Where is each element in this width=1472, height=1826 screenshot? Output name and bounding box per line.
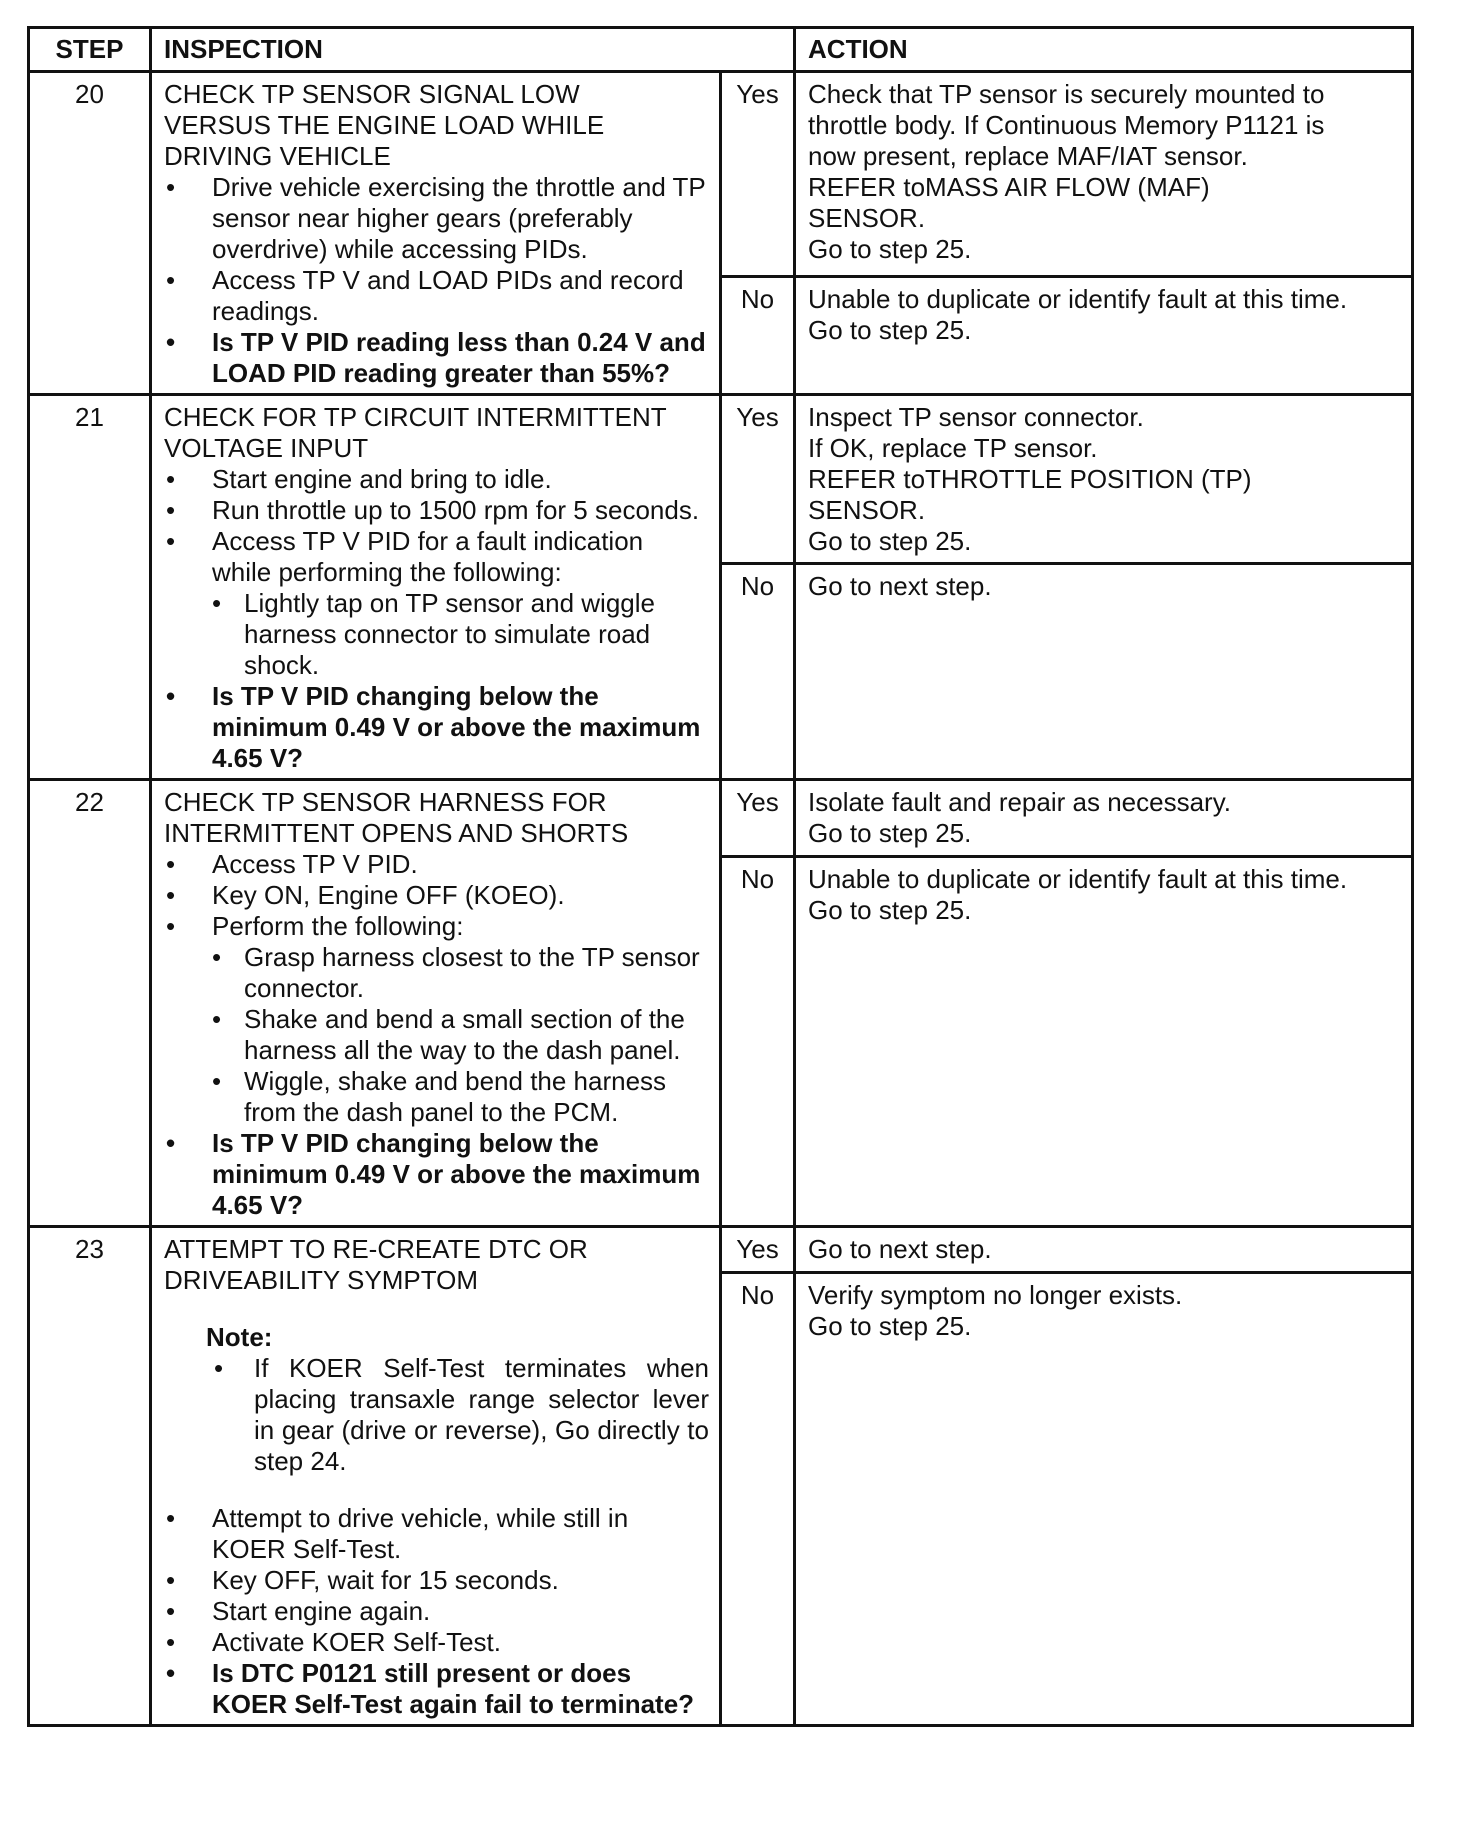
list-item: • Start engine again.	[164, 1596, 709, 1627]
yes-label: Yes	[721, 72, 795, 277]
step-header: STEP	[29, 28, 151, 72]
yes-action: Isolate fault and repair as necessary. Go to step 25.	[795, 780, 1413, 857]
yes-label: Yes	[721, 1227, 795, 1273]
step-20-yes-row	[29, 72, 1413, 277]
sub-list-item: • Lightly tap on TP sensor and wiggle harness connector to simulate road shock.	[212, 588, 709, 681]
inspection-question: • Is TP V PID changing below the minimum 0.49 V or above the maximum 4.65 V?	[164, 681, 709, 774]
no-action: Go to next step.	[795, 564, 1413, 780]
sub-list-item: • Wiggle, shake and bend the harness from the dash panel to the PCM.	[212, 1066, 709, 1128]
sub-list-item: • Shake and bend a small section of the harness all the way to the dash panel.	[212, 1004, 709, 1066]
step-20-inspection	[151, 72, 721, 395]
step-title: CHECK TP SENSOR SIGNAL LOW VERSUS THE ENGINE LOAD WHILE DRIVING VEHICLE	[164, 79, 605, 171]
step-number: 22	[29, 780, 151, 1227]
inspection-header: INSPECTION	[151, 28, 795, 72]
inspection-bullets	[164, 464, 709, 774]
step-22-yes-row	[29, 780, 1413, 857]
note-block	[206, 1322, 709, 1477]
note-label: Note:	[206, 1322, 273, 1352]
inspection-question: • Is TP V PID changing below the minimum 0.49 V or above the maximum 4.65 V?	[164, 1128, 709, 1221]
step-22-inspection	[151, 780, 721, 1227]
list-item: • Key OFF, wait for 15 seconds.	[164, 1565, 709, 1596]
sub-bullets	[212, 942, 709, 1128]
no-label: No	[721, 857, 795, 1227]
yes-action: Go to next step.	[795, 1227, 1413, 1273]
inspection-question: • Is TP V PID reading less than 0.24 V and LOAD PID reading greater than 55%?	[164, 327, 709, 389]
list-item: • Attempt to drive vehicle, while still in KOER Self-Test.	[164, 1503, 709, 1565]
inspection-bullets	[164, 1503, 709, 1720]
step-number: 20	[29, 72, 151, 395]
step-title: CHECK FOR TP CIRCUIT INTERMITTENT VOLTAGE INPUT	[164, 402, 667, 463]
step-21-yes-row	[29, 395, 1413, 564]
yes-action: Inspect TP sensor connector. If OK, replace TP sensor. REFER toTHROTTLE POSITION (TP) SENSOR. Go to step 25.	[795, 395, 1413, 564]
sub-list-item: • Grasp harness closest to the TP sensor connector.	[212, 942, 709, 1004]
list-item: • Run throttle up to 1500 rpm for 5 seconds.	[164, 495, 709, 526]
list-item: • Perform the following: • Grasp harness closest to the TP sensor connector. • Shake and bend a small section of the harness all the way to the dash panel. • Wiggle, shake and bend the harness from the dash panel to the PCM.	[164, 911, 709, 1128]
yes-action: Check that TP sensor is securely mounted to throttle body. If Continuous Memory P1121 is now present, replace MAF/IAT sensor. REFER toMASS AIR FLOW (MAF) SENSOR. Go to step 25.	[795, 72, 1413, 277]
inspection-question: • Is DTC P0121 still present or does KOER Self-Test again fail to terminate?	[164, 1658, 709, 1720]
step-number: 23	[29, 1227, 151, 1726]
no-action: Unable to duplicate or identify fault at this time. Go to step 25.	[795, 277, 1413, 395]
yes-label: Yes	[721, 780, 795, 857]
step-title: CHECK TP SENSOR HARNESS FOR INTERMITTENT OPENS AND SHORTS	[164, 787, 629, 848]
inspection-bullets	[164, 172, 709, 389]
note-text: • If KOER Self-Test terminates when placing transaxle range selector lever in gear (drive or reverse), Go directly to step 24.	[206, 1353, 709, 1477]
step-number: 21	[29, 395, 151, 780]
step-title: ATTEMPT TO RE-CREATE DTC OR DRIVEABILITY SYMPTOM	[164, 1234, 588, 1295]
sub-bullets	[212, 588, 709, 681]
step-23-yes-row	[29, 1227, 1413, 1273]
list-item: • Access TP V and LOAD PIDs and record readings.	[164, 265, 709, 327]
no-label: No	[721, 1273, 795, 1726]
list-item: • Access TP V PID for a fault indication while performing the following: • Lightly tap on TP sensor and wiggle harness connector to simulate road shock.	[164, 526, 709, 681]
list-item: • Key ON, Engine OFF (KOEO).	[164, 880, 709, 911]
no-action: Unable to duplicate or identify fault at this time. Go to step 25.	[795, 857, 1413, 1227]
no-label: No	[721, 277, 795, 395]
yes-label: Yes	[721, 395, 795, 564]
no-action: Verify symptom no longer exists. Go to step 25.	[795, 1273, 1413, 1726]
no-label: No	[721, 564, 795, 780]
diagnostic-procedure-table	[27, 26, 1414, 1727]
step-23-inspection	[151, 1227, 721, 1726]
table-header-row	[29, 28, 1413, 72]
step-21-inspection	[151, 395, 721, 780]
list-item: • Access TP V PID.	[164, 849, 709, 880]
list-item: • Activate KOER Self-Test.	[164, 1627, 709, 1658]
action-header: ACTION	[795, 28, 1413, 72]
list-item: • Drive vehicle exercising the throttle and TP sensor near higher gears (preferably overdrive) while accessing PIDs.	[164, 172, 709, 265]
list-item: • Start engine and bring to idle.	[164, 464, 709, 495]
inspection-bullets	[164, 849, 709, 1221]
